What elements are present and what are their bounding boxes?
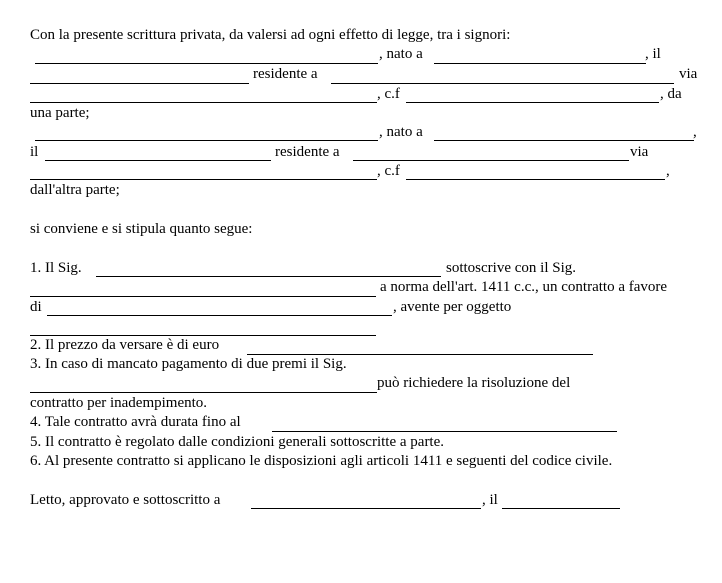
party1-taxcode-blank[interactable] (406, 102, 659, 103)
clause1-start: 1. Il Sig. (30, 260, 82, 276)
clause1-di: di (30, 299, 42, 315)
closing-place-blank[interactable] (251, 508, 481, 509)
label-altra-parte: dall'altra parte; (30, 182, 120, 198)
clause1-norma: a norma dell'art. 1411 c.c., un contratto a favore (380, 279, 668, 295)
label-via: via (679, 66, 698, 82)
closing-letto: Letto, approvato e sottoscritto a (30, 492, 221, 508)
label-cf: , c.f (377, 86, 400, 102)
clause4-date-blank[interactable] (272, 431, 617, 432)
label-nato-a-2: , nato a (379, 124, 423, 140)
label-nato-a: , nato a (379, 46, 423, 62)
label-una-parte: una parte; (30, 105, 90, 121)
clause1-sottoscrive: sottoscrive con il Sig. (446, 260, 576, 276)
label-residente-a: residente a (253, 66, 318, 82)
closing-il: , il (482, 492, 498, 508)
label-residente-a-2: residente a (275, 144, 340, 160)
intro-opening: Con la presente scrittura privata, da valersi ad ogni effetto di legge, tra i signori: (30, 27, 511, 43)
label-il: , il (645, 46, 661, 62)
party2-taxcode-blank[interactable] (406, 179, 665, 180)
clause2: 2. Il prezzo da versare è di euro (30, 337, 220, 353)
clause3-end: contratto per inadempimento. (30, 395, 208, 411)
party1-residence-blank[interactable] (331, 83, 674, 84)
label-cf-2: , c.f (377, 163, 400, 179)
label-il-2: il (30, 144, 39, 160)
party1-birthplace-blank[interactable] (434, 63, 646, 64)
clause6: 6. Al presente contratto si applicano le disposizioni agli articoli 1411 e seguenti del codice civile. (30, 453, 613, 469)
agreement-heading: si conviene e si stipula quanto segue: (30, 221, 253, 237)
party2-name-blank[interactable] (35, 140, 378, 141)
party1-name-blank[interactable] (35, 63, 378, 64)
label-da: , da (660, 86, 682, 102)
label-via-2: via (630, 144, 649, 160)
party1-street-blank[interactable] (30, 102, 377, 103)
party2-birthplace-blank[interactable] (434, 140, 694, 141)
clause4: 4. Tale contratto avrà durata fino al (30, 414, 241, 430)
label-comma: , (693, 124, 697, 140)
clause3-sig-blank[interactable] (30, 392, 377, 393)
party2-residence-blank[interactable] (353, 160, 629, 161)
party2-street-blank[interactable] (30, 179, 377, 180)
closing-date-blank[interactable] (502, 508, 620, 509)
label-comma-end: , (666, 163, 670, 179)
clause1-sig2-blank[interactable] (30, 296, 376, 297)
clause3-puo: può richiedere la risoluzione del (377, 375, 571, 391)
party2-birthdate-blank[interactable] (45, 160, 271, 161)
clause1-object-blank[interactable] (30, 335, 376, 336)
clause1-sig-blank[interactable] (96, 276, 441, 277)
clause5: 5. Il contratto è regolato dalle condizioni generali sottoscritte a parte. (30, 434, 445, 450)
clause3-start: 3. In caso di mancato pagamento di due premi il Sig. (30, 356, 347, 372)
clause1-beneficiary-blank[interactable] (47, 315, 392, 316)
clause2-price-blank[interactable] (247, 354, 593, 355)
clause1-oggetto: , avente per oggetto (393, 299, 512, 315)
party1-birthdate-blank[interactable] (30, 83, 249, 84)
